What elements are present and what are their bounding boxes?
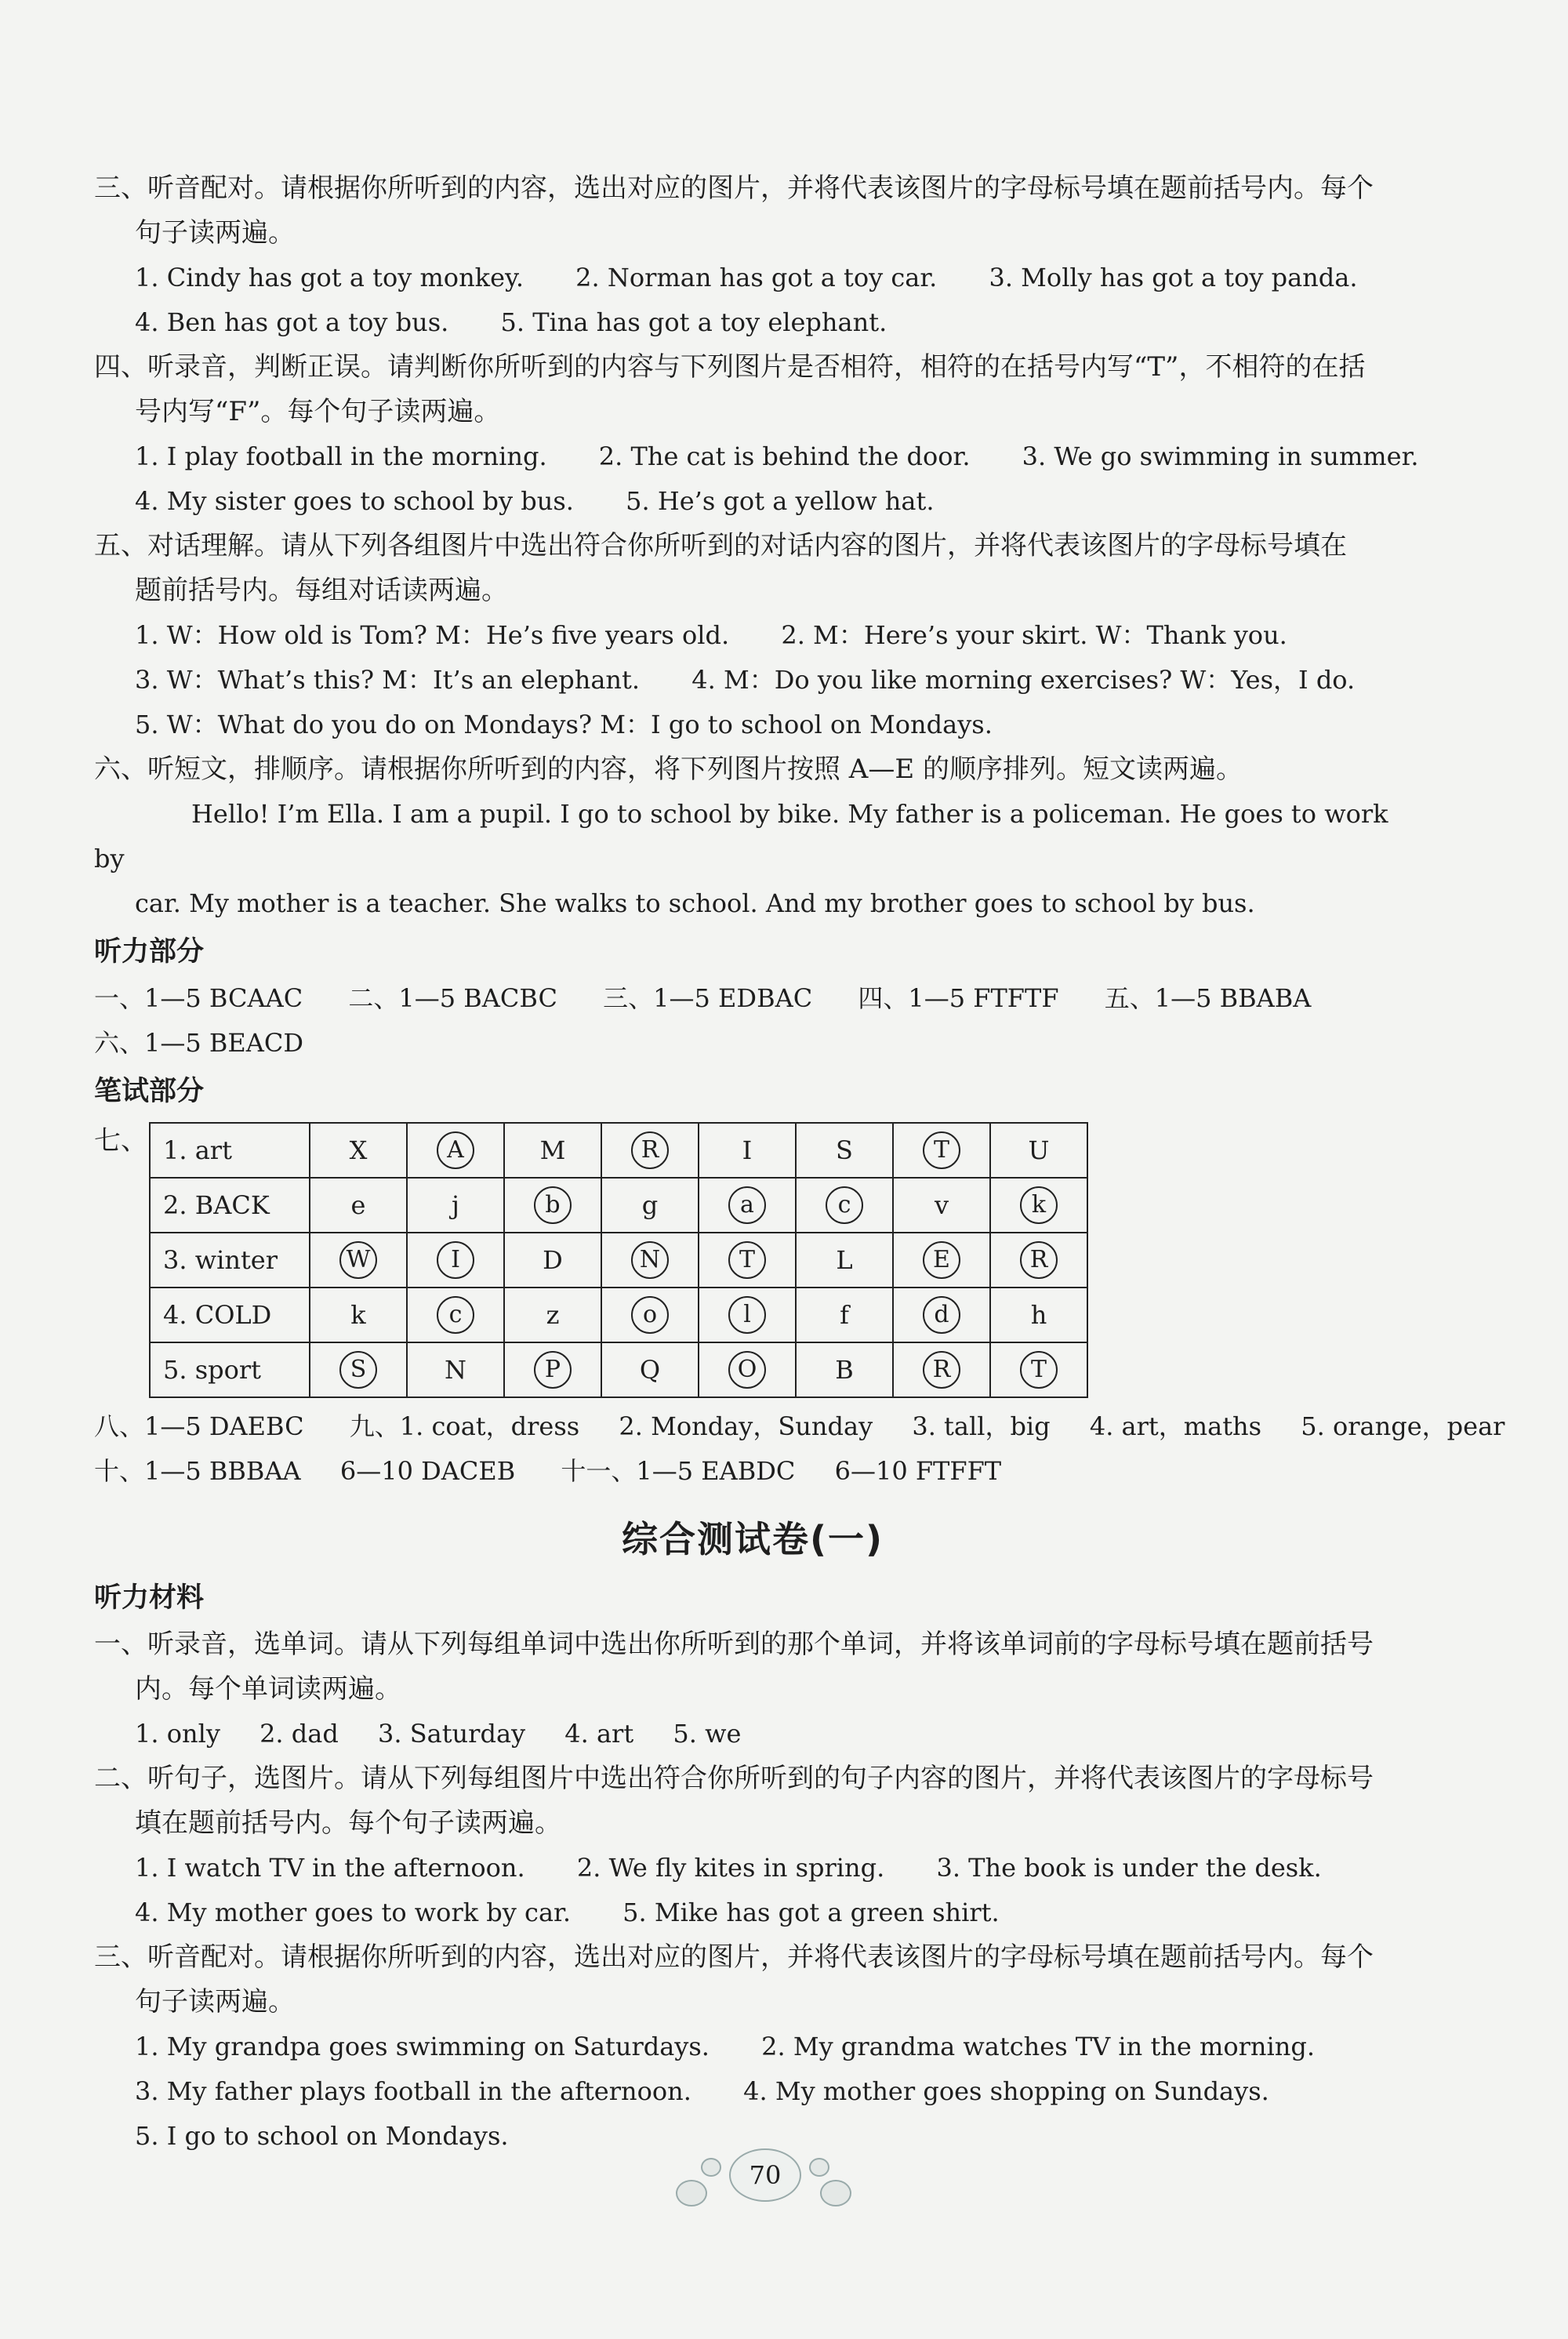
list-item: 4. Ben has got a toy bus. — [135, 307, 449, 337]
section-3-items-row1 — [94, 256, 1411, 300]
grid-word-cell: 2. BACK — [150, 1178, 310, 1233]
list-item: 3. Molly has got a toy panda. — [989, 263, 1358, 292]
circled-letter: R — [923, 1351, 960, 1389]
letter: h — [1030, 1300, 1047, 1330]
letter: S — [836, 1135, 853, 1165]
grid-letter-cell — [990, 1123, 1087, 1178]
written-answers-title: 笔试部分 — [94, 1076, 205, 1107]
list-item: 3. W：What’s this? M：It’s an elephant. — [135, 665, 641, 695]
grid-letter-cell — [310, 1342, 407, 1397]
list-item: 1. Cindy has got a toy monkey. — [135, 263, 524, 292]
grid-letter-cell — [504, 1342, 601, 1397]
test1-section-2-heading: 二、听句子，选图片。请从下列每组图片中选出符合你所听到的句子内容的图片，并将代表该图片的字母标号 — [94, 1763, 1374, 1794]
grid-letter-cell — [504, 1123, 601, 1178]
answer-group: 3. tall，big — [912, 1411, 1051, 1441]
grid-letter-cell — [990, 1178, 1087, 1233]
answer-group: 八、1—5 DAEBC — [94, 1411, 304, 1441]
grid-letter-cell — [893, 1123, 990, 1178]
test1-section-3-heading-cont: 句子读两遍。 — [135, 1986, 295, 2018]
letter: j — [452, 1190, 459, 1220]
list-item: 4. My sister goes to school by bus. — [135, 486, 574, 516]
list-item: 5. Mike has got a green shirt. — [622, 1898, 1000, 1927]
answer-group: 九、1. coat，dress — [349, 1411, 580, 1441]
section-6-paragraph: Hello! I’m Ella. I am a pupil. I go to school by bike. My father is a policeman. He goes to work by — [94, 799, 1388, 873]
list-item: 1. My grandpa goes swimming on Saturdays. — [135, 2032, 710, 2061]
answer-group: 6—10 FTFFT — [834, 1456, 1002, 1486]
table-row — [150, 1288, 1087, 1342]
test1-section-3-items-row1 — [94, 2025, 1411, 2069]
letter: z — [546, 1300, 560, 1330]
letter: g — [641, 1190, 659, 1220]
test1-section-1-heading-cont: 内。每个单词读两遍。 — [135, 1673, 401, 1705]
table-row — [150, 1123, 1087, 1178]
grid-word-cell: 1. art — [150, 1123, 310, 1178]
list-item: 2. My grandma watches TV in the morning. — [761, 2032, 1316, 2061]
grid-letter-cell — [504, 1288, 601, 1342]
question-7-block — [94, 1116, 1411, 1404]
list-item: 5. W：What do you do on Mondays? M：I go to school on Mondays. — [135, 710, 993, 739]
circled-letter: W — [339, 1241, 377, 1279]
circled-letter: N — [631, 1241, 669, 1279]
grid-letter-cell — [893, 1178, 990, 1233]
list-item: 2. We fly kites in spring. — [576, 1853, 885, 1883]
grid-letter-cell — [310, 1178, 407, 1233]
answer-group: 四、1—5 FTFTF — [858, 983, 1059, 1013]
circled-letter: c — [826, 1186, 863, 1224]
grid-letter-cell — [601, 1178, 699, 1233]
circled-letter: R — [631, 1131, 669, 1169]
answer-group: 二、1—5 BACBC — [348, 983, 557, 1013]
list-item: 5. we — [673, 1719, 742, 1749]
letter: L — [836, 1245, 853, 1275]
list-item: 1. I watch TV in the afternoon. — [135, 1853, 525, 1883]
grid-letter-cell — [699, 1123, 796, 1178]
list-item: 5. Tina has got a toy elephant. — [500, 307, 887, 337]
circled-letter: c — [437, 1296, 474, 1334]
circled-letter: E — [923, 1241, 960, 1279]
answer-group: 6—10 DACEB — [339, 1456, 516, 1486]
list-item: 2. M：Here’s your skirt. W：Thank you. — [781, 620, 1287, 650]
page-number-badge — [676, 2141, 848, 2211]
answer-group: 4. art，maths — [1089, 1411, 1262, 1441]
grid-letter-cell — [601, 1123, 699, 1178]
circled-letter: S — [339, 1351, 377, 1389]
circled-letter: R — [1020, 1241, 1058, 1279]
grid-letter-cell — [601, 1288, 699, 1342]
grid-letter-cell — [699, 1342, 796, 1397]
test1-section-3-items-row2 — [94, 2069, 1411, 2114]
answer-group: 五、1—5 BBABA — [1104, 983, 1312, 1013]
letter: U — [1028, 1135, 1050, 1165]
written-answers-row8 — [94, 1404, 1505, 1449]
letter: M — [539, 1135, 566, 1165]
section-5-items-row1 — [94, 613, 1411, 658]
grid-letter-cell — [796, 1178, 893, 1233]
grid-letter-cell — [407, 1123, 504, 1178]
question-7-label: 七、 — [94, 1125, 147, 1157]
letter: f — [840, 1300, 849, 1330]
grid-letter-cell — [893, 1233, 990, 1288]
answer-group: 三、1—5 EDBAC — [603, 983, 813, 1013]
circled-letter: O — [728, 1351, 766, 1389]
table-row — [150, 1233, 1087, 1288]
list-item: 3. The book is under the desk. — [936, 1853, 1322, 1883]
grid-letter-cell — [504, 1233, 601, 1288]
letter: e — [350, 1190, 366, 1220]
list-item: 4. M：Do you like morning exercises? W：Yes，I do. — [691, 665, 1356, 695]
grid-letter-cell — [796, 1342, 893, 1397]
written-answers-row10 — [94, 1449, 1411, 1494]
section-4-heading: 四、听录音，判断正误。请判断你所听到的内容与下列图片是否相符，相符的在括号内写“T”，不相符的在括 — [94, 351, 1366, 383]
list-item: 2. The cat is behind the door. — [598, 441, 971, 471]
grid-letter-cell — [407, 1178, 504, 1233]
grid-letter-cell — [601, 1233, 699, 1288]
circled-letter: T — [923, 1131, 960, 1169]
letter: k — [350, 1300, 366, 1330]
circled-letter: o — [631, 1296, 669, 1334]
table-row — [150, 1178, 1087, 1233]
answer-group: 十一、1—5 EABDC — [561, 1456, 796, 1486]
list-item: 4. My mother goes shopping on Sundays. — [743, 2076, 1269, 2106]
list-item: 5. I go to school on Mondays. — [135, 2121, 509, 2151]
circled-letter: k — [1020, 1186, 1058, 1224]
test1-section-2-items-row2 — [94, 1890, 1411, 1935]
section-5-heading-cont: 题前括号内。每组对话读两遍。 — [135, 575, 508, 606]
answer-group: 5. orange，pear — [1301, 1411, 1505, 1441]
test1-section-2-heading-cont: 填在题前括号内。每个句子读两遍。 — [135, 1807, 561, 1839]
section-4-items-row1 — [94, 434, 1419, 479]
section-4-items-row2 — [94, 479, 1411, 524]
grid-letter-cell — [893, 1342, 990, 1397]
listening-materials-title: 听力材料 — [94, 1582, 205, 1614]
grid-letter-cell — [407, 1342, 504, 1397]
section-3-heading-cont: 句子读两遍。 — [135, 217, 295, 249]
grid-letter-cell — [699, 1233, 796, 1288]
grid-word-cell: 5. sport — [150, 1342, 310, 1397]
circled-letter: P — [534, 1351, 572, 1389]
circled-letter: I — [437, 1241, 474, 1279]
list-item: 3. We go swimming in summer. — [1022, 441, 1419, 471]
answer-group: 十、1—5 BBBAA — [94, 1456, 301, 1486]
listening-answers-row2: 六、1—5 BEACD — [94, 1028, 304, 1058]
circled-letter: d — [923, 1296, 960, 1334]
section-6-heading: 六、听短文，排顺序。请根据你所听到的内容，将下列图片按照 A—E 的顺序排列。短文读两遍。 — [94, 754, 1243, 785]
test-title: 综合测试卷(一) — [621, 1518, 884, 1560]
grid-word-cell: 3. winter — [150, 1233, 310, 1288]
list-item: 1. only — [135, 1719, 220, 1749]
grid-letter-cell — [407, 1288, 504, 1342]
grid-letter-cell — [699, 1178, 796, 1233]
circled-letter: b — [534, 1186, 572, 1224]
table-row — [150, 1342, 1087, 1397]
grid-letter-cell — [796, 1288, 893, 1342]
decor-bubble-icon — [676, 2180, 707, 2206]
grid-letter-cell — [796, 1233, 893, 1288]
section-4-heading-cont: 号内写“F”。每个句子读两遍。 — [135, 396, 501, 427]
grid-letter-cell — [893, 1288, 990, 1342]
circled-letter: T — [728, 1241, 766, 1279]
list-item: 1. I play football in the morning. — [135, 441, 547, 471]
letter-grid-table — [149, 1122, 1088, 1398]
list-item: 3. My father plays football in the afternoon. — [135, 2076, 691, 2106]
grid-letter-cell — [796, 1123, 893, 1178]
grid-letter-cell — [990, 1288, 1087, 1342]
section-5-items-row2 — [94, 658, 1411, 703]
letter: B — [835, 1355, 854, 1385]
letter: N — [445, 1355, 466, 1385]
letter: D — [543, 1245, 563, 1275]
list-item: 5. He’s got a yellow hat. — [626, 486, 935, 516]
answer-group: 2. Monday，Sunday — [619, 1411, 873, 1441]
section-6-paragraph-cont: car. My mother is a teacher. She walks to school. And my brother goes to school by bus. — [135, 888, 1255, 918]
letter: X — [349, 1135, 368, 1165]
grid-letter-cell — [407, 1233, 504, 1288]
section-3-heading: 三、听音配对。请根据你所听到的内容，选出对应的图片，并将代表该图片的字母标号填在题前括号内。每个 — [94, 173, 1374, 204]
list-item: 2. dad — [260, 1719, 339, 1749]
test1-section-1-heading: 一、听录音，选单词。请从下列每组单词中选出你所听到的那个单词，并将该单词前的字母标号填在题前括号 — [94, 1629, 1374, 1660]
list-item: 2. Norman has got a toy car. — [575, 263, 938, 292]
test1-section-1-items — [94, 1712, 1411, 1756]
list-item: 3. Saturday — [377, 1719, 526, 1749]
section-3-items-row2 — [94, 300, 1411, 345]
decor-bubble-icon — [809, 2158, 829, 2177]
listening-answers-row1 — [94, 976, 1411, 1021]
decor-bubble-icon — [701, 2158, 721, 2177]
circled-letter: l — [728, 1296, 766, 1334]
answer-group: 一、1—5 BCAAC — [94, 983, 303, 1013]
circled-letter: a — [728, 1186, 766, 1224]
letter: I — [742, 1135, 753, 1165]
test1-section-2-items-row1 — [94, 1846, 1411, 1890]
content — [94, 166, 1505, 2159]
grid-letter-cell — [310, 1233, 407, 1288]
section-5-heading: 五、对话理解。请从下列各组图片中选出符合你所听到的对话内容的图片，并将代表该图片的字母标号填在 — [94, 530, 1347, 561]
test1-section-3-heading: 三、听音配对。请根据你所听到的内容，选出对应的图片，并将代表该图片的字母标号填在题前括号内。每个 — [94, 1941, 1374, 1973]
circled-letter: T — [1020, 1351, 1058, 1389]
listening-answers-title: 听力部分 — [94, 936, 205, 968]
list-item: 4. art — [564, 1719, 634, 1749]
grid-letter-cell — [504, 1178, 601, 1233]
list-item: 4. My mother goes to work by car. — [135, 1898, 571, 1927]
grid-letter-cell — [990, 1233, 1087, 1288]
letter: Q — [639, 1355, 661, 1385]
grid-letter-cell — [699, 1288, 796, 1342]
section-5-items-row3 — [94, 703, 1411, 747]
grid-letter-cell — [310, 1288, 407, 1342]
grid-letter-cell — [990, 1342, 1087, 1397]
grid-letter-cell — [310, 1123, 407, 1178]
grid-letter-cell — [601, 1342, 699, 1397]
list-item: 1. W：How old is Tom? M：He’s five years old. — [135, 620, 730, 650]
decor-bubble-icon — [820, 2180, 851, 2206]
letter: v — [934, 1190, 949, 1220]
grid-word-cell: 4. COLD — [150, 1288, 310, 1342]
page-number: 70 — [729, 2148, 801, 2202]
circled-letter: A — [437, 1131, 474, 1169]
